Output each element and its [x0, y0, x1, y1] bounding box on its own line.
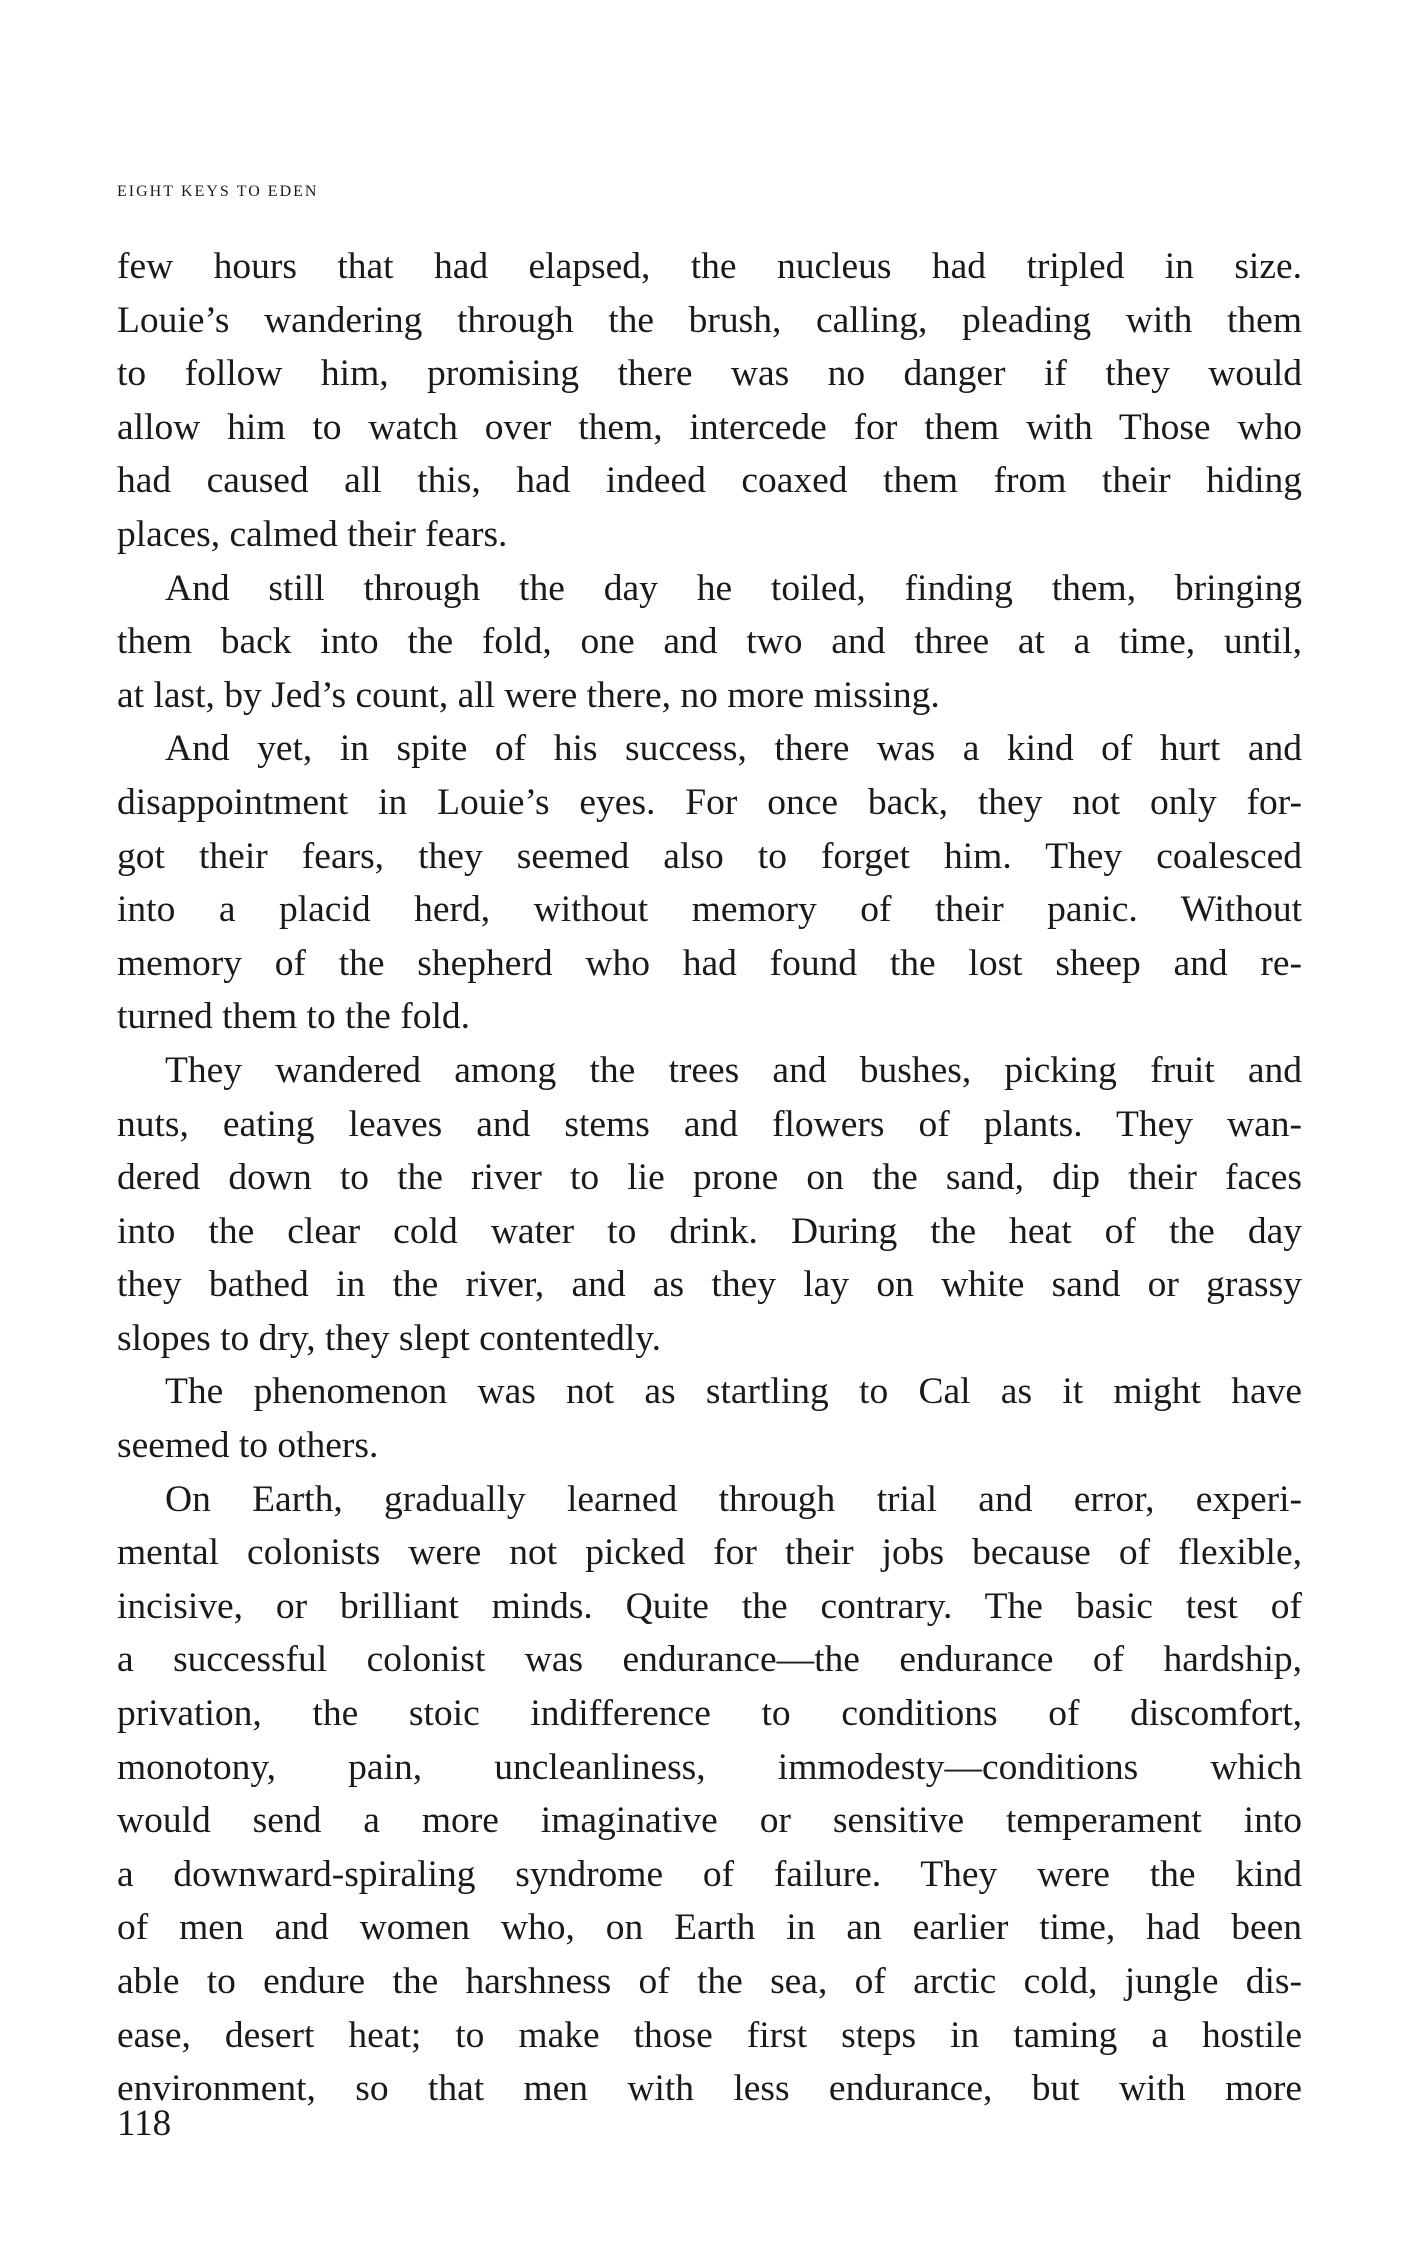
- text-line: dered down to the river to lie prone on the sand, dip their faces: [117, 1157, 1302, 1199]
- text-line: disappointment in Louie’s eyes. For once back, they not only for-: [117, 781, 1302, 823]
- text-line: ease, desert heat; to make those first steps in taming a hostile: [117, 2014, 1302, 2056]
- text-line: And yet, in spite of his success, there was a kind of hurt and: [165, 728, 1302, 770]
- body-text: [117, 240, 1302, 2116]
- text-line: at last, by Jed’s count, all were there, no more missing.: [117, 674, 940, 716]
- text-line: seemed to others.: [117, 1425, 379, 1467]
- text-line: they bathed in the river, and as they lay on white sand or grassy: [117, 1264, 1302, 1306]
- text-line: And still through the day he toiled, finding them, bringing: [165, 567, 1302, 609]
- text-line: monotony, pain, uncleanliness, immodesty—conditions which: [117, 1746, 1302, 1788]
- text-line: incisive, or brilliant minds. Quite the contrary. The basic test of: [117, 1585, 1302, 1627]
- text-line: turned them to the fold.: [117, 996, 471, 1038]
- text-line: mental colonists were not picked for their jobs because of flexible,: [117, 1532, 1302, 1574]
- running-head: eight keys to eden: [117, 176, 319, 201]
- text-line: memory of the shepherd who had found the lost sheep and re-: [117, 942, 1302, 984]
- page-number: 118: [117, 2103, 172, 2144]
- text-line: They wandered among the trees and bushes, picking fruit and: [165, 1049, 1302, 1091]
- text-line: environment, so that men with less endurance, but with more: [117, 2068, 1302, 2110]
- text-line: got their fears, they seemed also to forget him. They coalesced: [117, 835, 1302, 877]
- text-line: Louie’s wandering through the brush, calling, pleading with them: [117, 299, 1302, 341]
- text-line: had caused all this, had indeed coaxed them from their hiding: [117, 460, 1302, 502]
- text-line: few hours that had elapsed, the nucleus had tripled in size.: [117, 246, 1302, 287]
- text-line: allow him to watch over them, intercede for them with Those who: [117, 406, 1302, 448]
- text-line: into a placid herd, without memory of their panic. Without: [117, 889, 1302, 931]
- text-line: privation, the stoic indifference to conditions of discomfort,: [117, 1693, 1302, 1735]
- text-line: places, calmed their fears.: [117, 513, 508, 555]
- text-line: nuts, eating leaves and stems and flowers of plants. They wan-: [117, 1103, 1302, 1145]
- text-line: a successful colonist was endurance—the endurance of hardship,: [117, 1639, 1302, 1681]
- text-line: a downward-spiraling syndrome of failure. They were the kind: [117, 1853, 1302, 1895]
- text-line: into the clear cold water to drink. During the heat of the day: [117, 1210, 1302, 1252]
- text-line: able to endure the harshness of the sea, of arctic cold, jungle dis-: [117, 1961, 1302, 2002]
- text-line: On Earth, gradually learned through trial and error, experi-: [165, 1478, 1302, 1520]
- text-line: The phenomenon was not as startling to Cal as it might have: [165, 1371, 1302, 1413]
- text-line: them back into the fold, one and two and three at a time, until,: [117, 621, 1302, 663]
- text-line: to follow him, promising there was no danger if they would: [117, 353, 1302, 395]
- text-line: slopes to dry, they slept contentedly.: [117, 1317, 661, 1359]
- text-line: of men and women who, on Earth in an earlier time, had been: [117, 1907, 1302, 1949]
- text-line: would send a more imaginative or sensitive temperament into: [117, 1800, 1302, 1842]
